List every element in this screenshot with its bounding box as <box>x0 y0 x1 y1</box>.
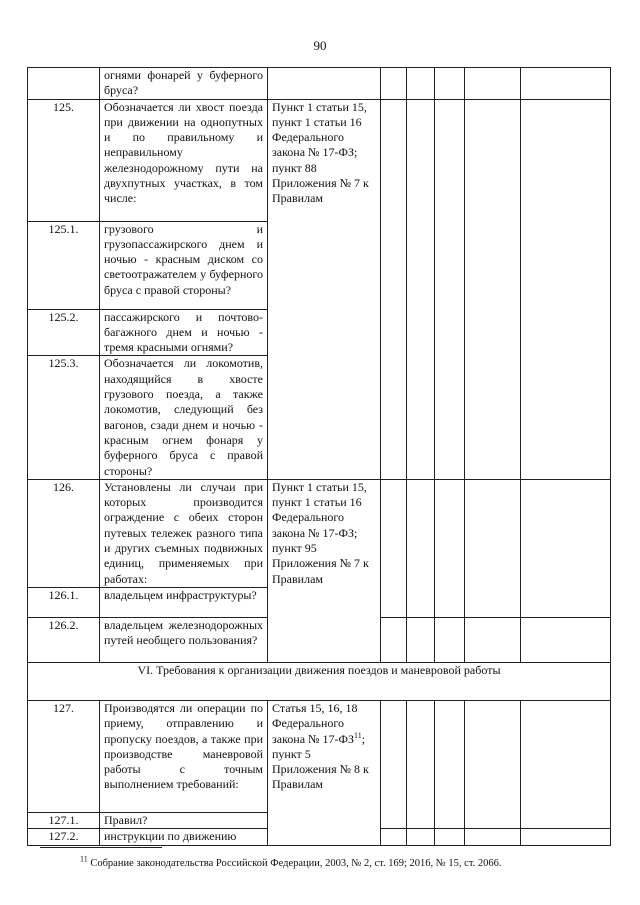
ref-line: Правилам <box>272 191 323 206</box>
ref-line: Приложения № 7 к <box>272 176 369 191</box>
answer-cell <box>465 700 521 828</box>
row-number: 127.2. <box>28 829 100 845</box>
ref-line: Приложения № 7 к <box>272 556 369 571</box>
ref-line: закона № 17-ФЗ; <box>272 525 358 540</box>
ref-line: пункт 88 <box>272 160 317 175</box>
answer-cell <box>407 68 435 100</box>
legal-reference <box>268 479 381 662</box>
question-text: Обозначается ли локомотив, находящийся в хвосте грузового поезда, а также локомотив, следующий без вагонов, сзади днем и ночью - красным огнем фонаря у буферного бруса с правой стороны? <box>100 356 268 479</box>
ref-line: пункт 5 <box>272 746 311 761</box>
legal-reference <box>268 68 381 100</box>
ref-line: Правилам <box>272 571 323 586</box>
answer-cell <box>435 617 465 662</box>
ref-line: пункт 1 статьи 16 <box>272 114 362 129</box>
row-number: 125.2. <box>28 309 100 356</box>
ref-line: Федерального <box>272 510 345 525</box>
question-text: инструкции по движению <box>100 829 268 845</box>
footnote-divider <box>40 847 162 848</box>
answer-cell <box>435 829 465 845</box>
answer-cell <box>407 479 435 617</box>
answer-cell <box>407 617 435 662</box>
row-number: 126.1. <box>28 587 100 617</box>
question-text: Производятся ли операции по приему, отправлению и пропуску поездов, а также при производстве маневровой работы с точным выполнением требований: <box>100 700 268 812</box>
page-number: 90 <box>313 38 327 53</box>
answer-cell <box>381 700 407 828</box>
answer-cell <box>407 829 435 845</box>
answer-cell <box>381 617 407 662</box>
question-text: владельцем железнодорожных путей необщего пользования? <box>100 617 268 662</box>
answer-cell <box>465 829 521 845</box>
answer-cell <box>407 99 435 479</box>
answer-cell <box>465 99 521 479</box>
answer-cell <box>465 617 521 662</box>
ref-line: пункт 1 статьи 16 <box>272 495 362 510</box>
table-row <box>28 700 611 812</box>
ref-line: пункт 95 <box>272 541 317 556</box>
footnote <box>80 854 600 870</box>
question-text: владельцем инфраструктуры? <box>100 587 268 617</box>
answer-cell <box>521 99 611 479</box>
question-text: грузового и грузопассажирского днем и ночью - красным диском со светоотражателем у буферного бруса с правой стороны? <box>100 221 268 309</box>
answer-cell <box>521 479 611 617</box>
answer-cell <box>521 68 611 100</box>
ref-line <box>272 732 376 747</box>
answer-cell <box>521 700 611 828</box>
ref-line: Правилам <box>272 777 323 792</box>
ref-text: закона № 17-ФЗ <box>272 731 354 746</box>
answer-cell <box>465 68 521 100</box>
question-text: пассажирского и почтово-багажного днем и ночью - тремя красными огнями? <box>100 309 268 356</box>
footnote-marker: 11 <box>80 854 88 864</box>
answer-cell <box>521 829 611 845</box>
table-row <box>28 68 611 100</box>
answer-cell <box>407 700 435 828</box>
row-number: 126. <box>28 479 100 587</box>
ref-line: закона № 17-ФЗ; <box>272 145 358 160</box>
row-number: 125. <box>28 99 100 221</box>
ref-text: ; <box>361 731 366 746</box>
section-header-row <box>28 662 611 700</box>
row-number: 125.1. <box>28 221 100 309</box>
answer-cell <box>435 99 465 479</box>
ref-line: Федерального <box>272 130 345 145</box>
legal-reference <box>268 700 381 845</box>
row-number: 127. <box>28 700 100 812</box>
answer-cell <box>381 68 407 100</box>
ref-line: Приложения № 8 к <box>272 762 369 777</box>
answer-cell <box>381 829 407 845</box>
question-text: Обозначается ли хвост поезда при движении на однопутных и по правильному и неправильному железнодорожному пути на двухпутных участках, в том числе: <box>100 99 268 221</box>
table-row <box>28 479 611 587</box>
legal-reference <box>268 99 381 479</box>
footnote-text: Собрание законодательства Российской Федерации, 2003, № 2, ст. 169; 2016, № 15, ст. 2066. <box>87 858 502 869</box>
section-title: VI. Требования к организации движения поездов и маневровой работы <box>28 662 611 700</box>
answer-cell <box>521 617 611 662</box>
ref-line: Статья 15, 16, 18 <box>272 700 358 715</box>
table-row <box>28 99 611 221</box>
ref-line: Пункт 1 статьи 15, <box>272 479 367 494</box>
footnote-marker: 11 <box>353 730 362 740</box>
ref-line: Пункт 1 статьи 15, <box>272 99 367 114</box>
answer-cell <box>435 68 465 100</box>
answer-cell <box>435 479 465 617</box>
question-text: огнями фонарей у буферного бруса? <box>100 68 268 100</box>
answer-cell <box>465 479 521 617</box>
row-number <box>28 68 100 100</box>
row-number: 125.3. <box>28 356 100 479</box>
question-text: Правил? <box>100 812 268 828</box>
answer-cell <box>435 700 465 828</box>
answer-cell <box>381 479 407 617</box>
checklist-table <box>27 67 611 846</box>
answer-cell <box>381 99 407 479</box>
row-number: 127.1. <box>28 812 100 828</box>
row-number: 126.2. <box>28 617 100 662</box>
question-text: Установлены ли случаи при которых производится ограждение с обеих сторон путевых тележек разного типа и других съемных подвижных единиц, применяемых при работах: <box>100 479 268 587</box>
ref-line: Федерального <box>272 716 345 731</box>
